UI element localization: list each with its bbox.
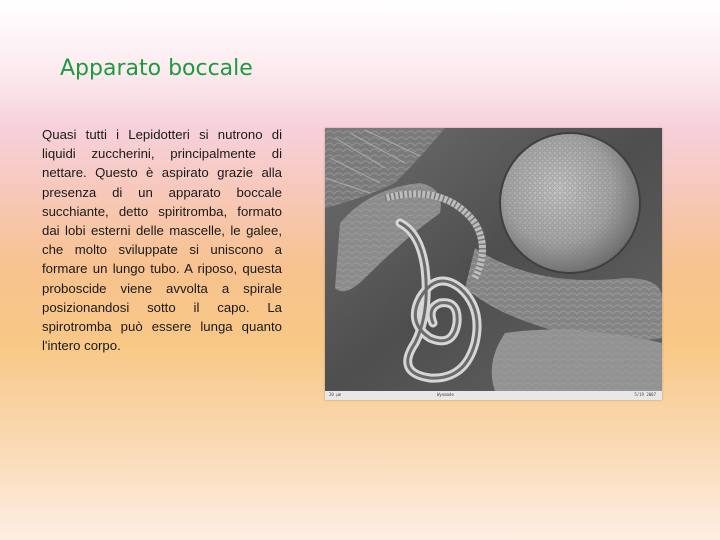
- body-paragraph: Quasi tutti i Lepidotteri si nutrono di liquidi zuccherini, principalmente di nettare. Questo è aspirato grazie alla presenza di un apparato boccale succhiante, detto spiritromba, formato dai lobi esterni delle mascelle, le galee, che molto sviluppate si uniscono a formare un lungo tubo. A riposo, questa proboscide viene avvolta a spirale posizionandosi sotto il capo. La spirotromba può essere lunga quanto l'intero corpo.: [42, 127, 282, 354]
- micrograph-author: Wyomade: [437, 392, 454, 397]
- micrograph-image: [325, 128, 662, 391]
- proboscis-micrograph: [325, 128, 662, 400]
- micrograph-date: 5/19 2007: [634, 392, 656, 397]
- slide-title: Apparato boccale: [60, 56, 253, 81]
- scale-bar-label: 20 µm: [329, 392, 342, 397]
- micrograph-info-bar: [325, 391, 662, 400]
